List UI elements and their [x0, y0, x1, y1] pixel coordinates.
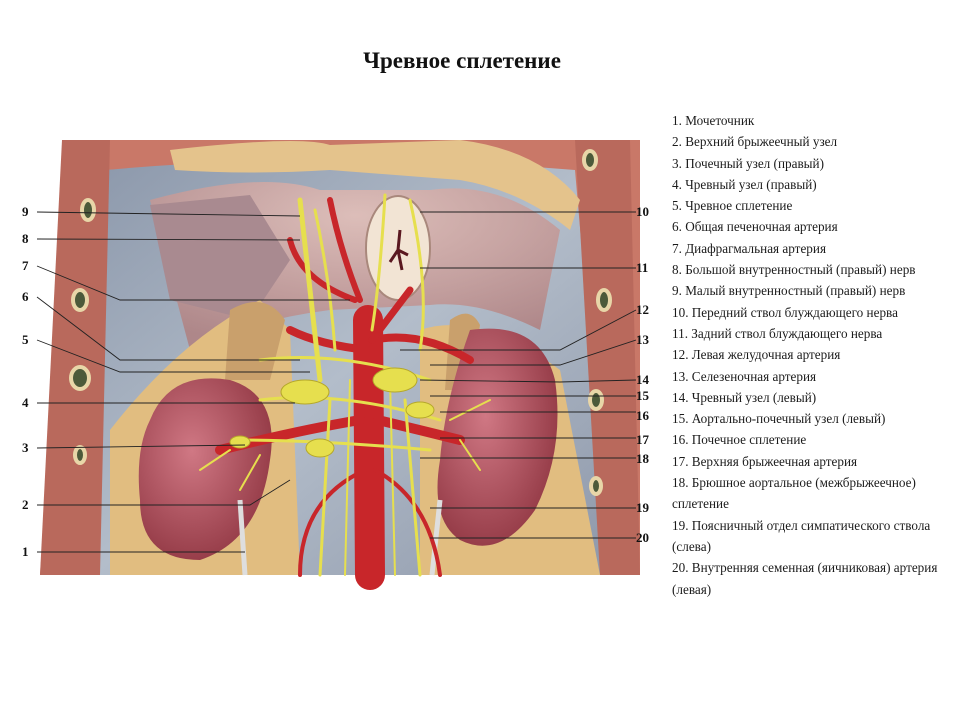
- legend-item: 3. Почечный узел (правый): [672, 155, 824, 171]
- label-19: 19: [636, 500, 649, 515]
- legend-item: 4. Чревный узел (правый): [672, 176, 817, 192]
- legend-item: 6. Общая печеночная артерия: [672, 219, 838, 235]
- legend-list: [672, 110, 958, 600]
- label-16: 16: [636, 408, 649, 423]
- legend-item: 15. Аортально-почечный узел (левый): [672, 411, 886, 427]
- legend-item: 11. Задний ствол блуждающего нерва: [672, 325, 883, 341]
- legend-item: 1. Мочеточник: [672, 113, 755, 128]
- legend-item: 8. Большой внутренностный (правый) нерв: [672, 262, 916, 278]
- label-15: 15: [636, 388, 649, 403]
- label-2: 2: [22, 497, 29, 512]
- label-5: 5: [22, 332, 29, 347]
- label-12: 12: [636, 302, 649, 317]
- left-chest-wall: [40, 140, 110, 575]
- label-6: 6: [22, 289, 29, 304]
- label-8: 8: [22, 231, 29, 246]
- legend-item: 7. Диафрагмальная артерия: [672, 240, 827, 256]
- legend-item: 20. Внутренняя семенная (яичниковая) артерия (левая): [672, 560, 938, 597]
- label-14: 14: [636, 372, 649, 387]
- legend-item: 16. Почечное сплетение: [672, 432, 807, 448]
- label-20: 20: [636, 530, 649, 545]
- legend-item: 10. Передний ствол блуждающего нерва: [672, 304, 898, 320]
- legend-item: 12. Левая желудочная артерия: [672, 347, 841, 363]
- legend-item: 13. Селезеночная артерия: [672, 368, 817, 384]
- legend-item: 9. Малый внутренностный (правый) нерв: [672, 283, 906, 299]
- label-13: 13: [636, 332, 649, 347]
- label-17: 17: [636, 432, 649, 447]
- label-11: 11: [636, 260, 649, 275]
- label-10: 10: [636, 204, 649, 219]
- diagram-title: Чревное сплетение: [363, 48, 561, 73]
- label-1: 1: [22, 544, 29, 559]
- label-9: 9: [22, 204, 29, 219]
- legend-item: 14. Чревный узел (левый): [672, 389, 817, 405]
- label-4: 4: [22, 395, 29, 410]
- label-18: 18: [636, 451, 649, 466]
- label-7: 7: [22, 258, 29, 273]
- legend-item: 19. Поясничный отдел симпатического ствола (слева): [672, 517, 931, 554]
- legend-item: 2. Верхний брыжеечный узел: [672, 134, 838, 150]
- legend-item: 17. Верхняя брыжеечная артерия: [672, 453, 858, 469]
- label-3: 3: [22, 440, 29, 455]
- legend-item: 18. Брюшное аортальное (межбрыжеечное) сплетение: [672, 475, 916, 512]
- legend-item: 5. Чревное сплетение: [672, 198, 793, 214]
